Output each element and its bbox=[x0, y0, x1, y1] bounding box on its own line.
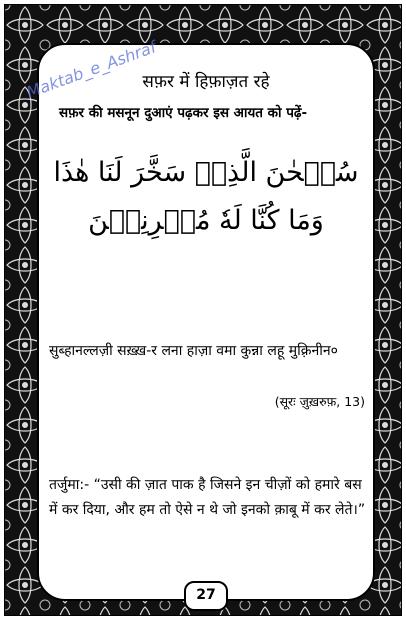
watermark-text: Maktab_e_Ashraf bbox=[24, 37, 159, 102]
transliteration: सुब्हानल्लज़ी सख़्ख़-र लना हाज़ा वमा कुन्ना लहू मुक़्रिनीन० bbox=[49, 343, 338, 359]
page-frame bbox=[4, 4, 402, 616]
surah-reference: (सूरः ज़ुख़रुफ़, 13) bbox=[274, 394, 365, 409]
content-panel bbox=[37, 43, 375, 601]
page-number: 27 bbox=[184, 581, 228, 611]
translation: तर्जुमा:- “उसी की ज़ात पाक है जिसने इन चीज़ों को हमारे बस में कर दिया, और हम तो ऐसे न थे जो इनको क़ाबू में कर लेते।” bbox=[49, 477, 366, 518]
arabic-verse-line-2: وَمَا كُنَّا لَهٗ مُقۡرِنِیۡنَ bbox=[88, 205, 324, 236]
intro-text: सफ़र की मसनून दुआएं पढ़कर इस आयत को पढ़ें- bbox=[59, 105, 308, 121]
arabic-verse-line-1: سُبۡحٰنَ الَّذِیۡ سَخَّرَ لَنَا هٰذَا bbox=[53, 157, 359, 188]
page-title: सफ़र में हिफ़ाज़त रहे bbox=[142, 72, 270, 92]
